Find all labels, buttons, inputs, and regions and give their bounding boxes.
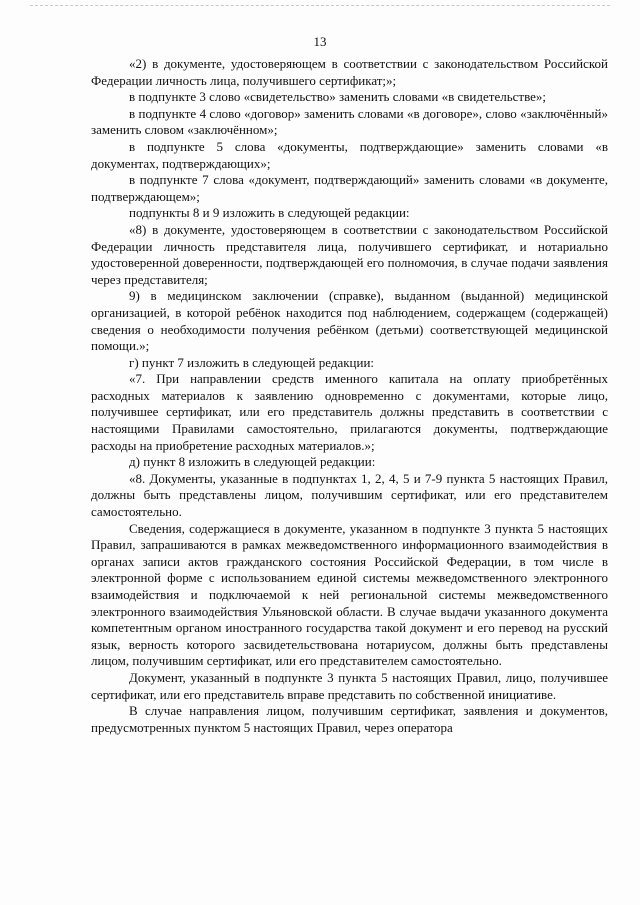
paragraph-14: Документ, указанный в подпункте 3 пункта 5 настоящих Правил, лицо, получившее сертификат, или его представитель вправе представить по собственной инициативе. [91,669,608,702]
document-body [91,56,608,736]
paragraph-2: в подпункте 3 слово «свидетельство» заменить словами «в свидетельстве»; [129,89,547,105]
paragraph-13: Сведения, содержащиеся в документе, указанном в подпункте 3 пункта 5 настоящих Правил, запрашиваются в рамках межведомственного информационного взаимодействия в органах записи актов гражданского состояния Российской Федерации, в том числе в электронной форме с использованием единой системы межведомственного электронного взаимодействия и подключаемой к ней региональной системы межведомственного электронного взаимодействия Ульяновской области. В случае выдачи указанного документа компетентным органом иностранного государства такой документ и его перевод на русский язык, верность которого засвидетельствована нотариусом, должны быть представлены лицом, получившим сертификат, или его представителем самостоятельно. [91,520,608,669]
paragraph-12: «8. Документы, указанные в подпунктах 1, 2, 4, 5 и 7-9 пункта 5 настоящих Правил, должны быть представлены лицом, получившим сертификат, или его представителем самостоятельно. [91,470,608,520]
paragraph-15: В случае направления лицом, получившим сертификат, заявления и документов, предусмотренных пунктом 5 настоящих Правил, через оператора [91,703,608,735]
paragraph-4: в подпункте 5 слова «документы, подтверждающие» заменить словами «в документах, подтверждающих»; [91,138,608,171]
paragraph-7: «8) в документе, удостоверяющем в соответствии с законодательством Российской Федерации личность представителя лица, получившего сертификат, и нотариально удостоверенной доверенности, подтверждающей его полномочия, в случае подачи заявления через представителя; [91,221,608,287]
paragraph-3: в подпункте 4 слово «договор» заменить словами «в договоре», слово «заключённый» заменить словом «заключённом»; [91,105,608,138]
paragraph-9: г) пункт 7 изложить в следующей редакции: [129,354,375,370]
paragraph-5: в подпункте 7 слова «документ, подтверждающий» заменить словами «в документе, подтверждающем»; [91,172,608,204]
paragraph-10: «7. При направлении средств именного капитала на оплату приобретённых расходных материалов к заявлению одновременно с документами, которые лицо, получившее сертификат, или его представитель должны представить в соответствии с настоящими Правилами самостоятельно, прилагаются документы, подтверждающие расходы на приобретение расходных материалов.»; [91,371,608,453]
page-number: 13 [313,34,327,49]
scan-artifact [30,5,610,8]
paragraph-6: подпункты 8 и 9 изложить в следующей редакции: [129,205,410,221]
paragraph-11: д) пункт 8 изложить в следующей редакции: [129,454,376,470]
paragraph-8: 9) в медицинском заключении (справке), выданном (выданной) медицинской организацией, в которой ребёнок находится под наблюдением, содержащем (содержащей) сведения о необходимости получения ребёнком (детьми) соответствующей медицинской помощи.»; [91,288,608,354]
paragraph-1: «2) в документе, удостоверяющем в соответствии с законодательством Российской Федерации личность лица, получившего сертификат;»; [91,56,608,88]
